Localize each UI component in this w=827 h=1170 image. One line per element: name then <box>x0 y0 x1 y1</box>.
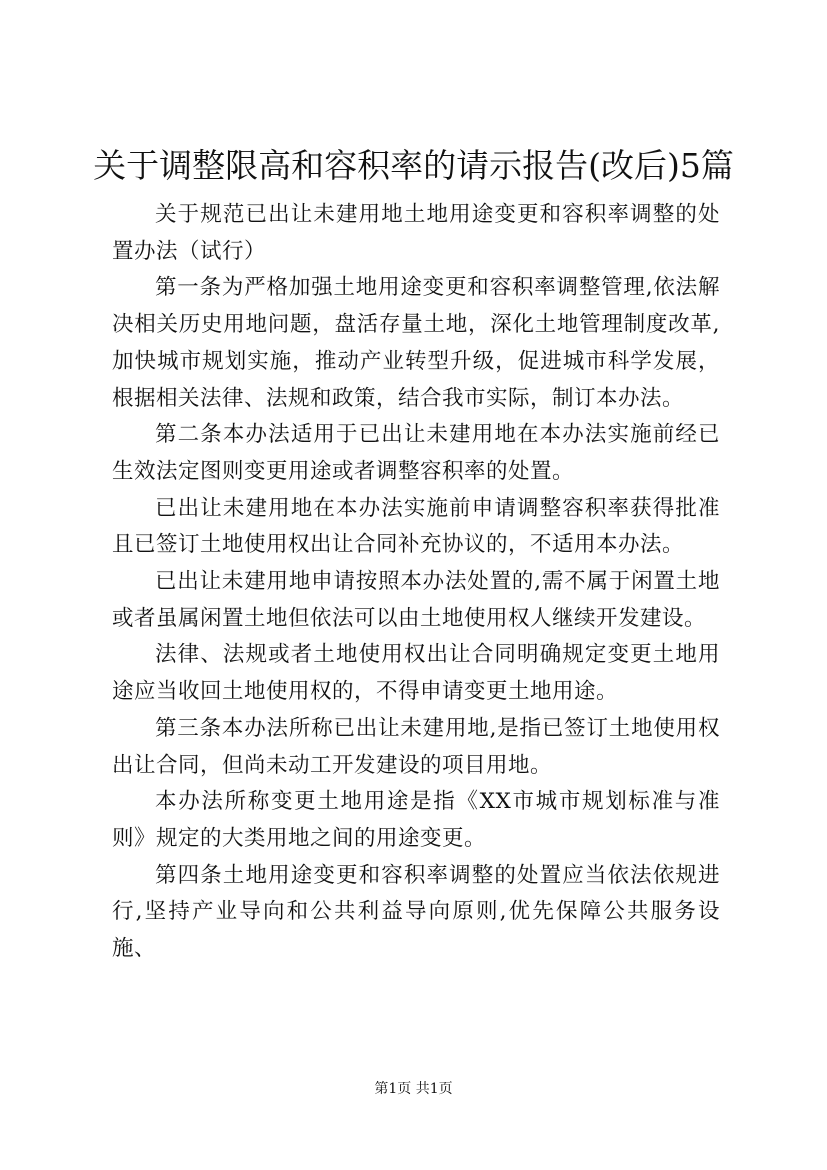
page-footer: 第1页 共1页 <box>374 1081 453 1097</box>
paragraph: 第二条本办法适用于已出让未建用地在本办法实施前经已生效法定图则变更用途或者调整容积率的处置。 <box>112 422 720 484</box>
paragraph: 第一条为严格加强土地用途变更和容积率调整管理,依法解决相关历史用地问题，盘活存量土地，深化土地管理制度改革,加快城市规划实施，推动产业转型升级，促进城市科学发展，根据相关法律、法规和政策，结合我市实际，制订本办法。 <box>112 275 720 411</box>
paragraph: 已出让未建用地申请按照本办法处置的,需不属于闲置土地或者虽属闲置土地但依法可以由土地使用权人继续开发建设。 <box>112 569 720 631</box>
paragraph: 已出让未建用地在本办法实施前申请调整容积率获得批准且已签订土地使用权出让合同补充协议的，不适用本办法。 <box>112 495 720 558</box>
paragraph: 第四条土地用途变更和容积率调整的处置应当依法依规进行,坚持产业导向和公共利益导向原则,优先保障公共服务设施、 <box>112 862 720 962</box>
document-title: 关于调整限高和容积率的请示报告(改后)5篇 <box>93 146 734 185</box>
paragraph-subtitle: 关于规范已出让未建用地土地用途变更和容积率调整的处置办法（试行） <box>112 202 720 264</box>
paragraph: 本办法所称变更土地用途是指《XX市城市规划标准与准则》规定的大类用地之间的用途变更。 <box>112 789 720 851</box>
paragraph: 第三条本办法所称已出让未建用地,是指已签订土地使用权出让合同，但尚未动工开发建设的项目用地。 <box>112 715 720 778</box>
paragraph: 法律、法规或者土地使用权出让合同明确规定变更土地用途应当收回土地使用权的，不得申请变更土地用途。 <box>112 642 720 705</box>
document-body <box>112 197 720 968</box>
